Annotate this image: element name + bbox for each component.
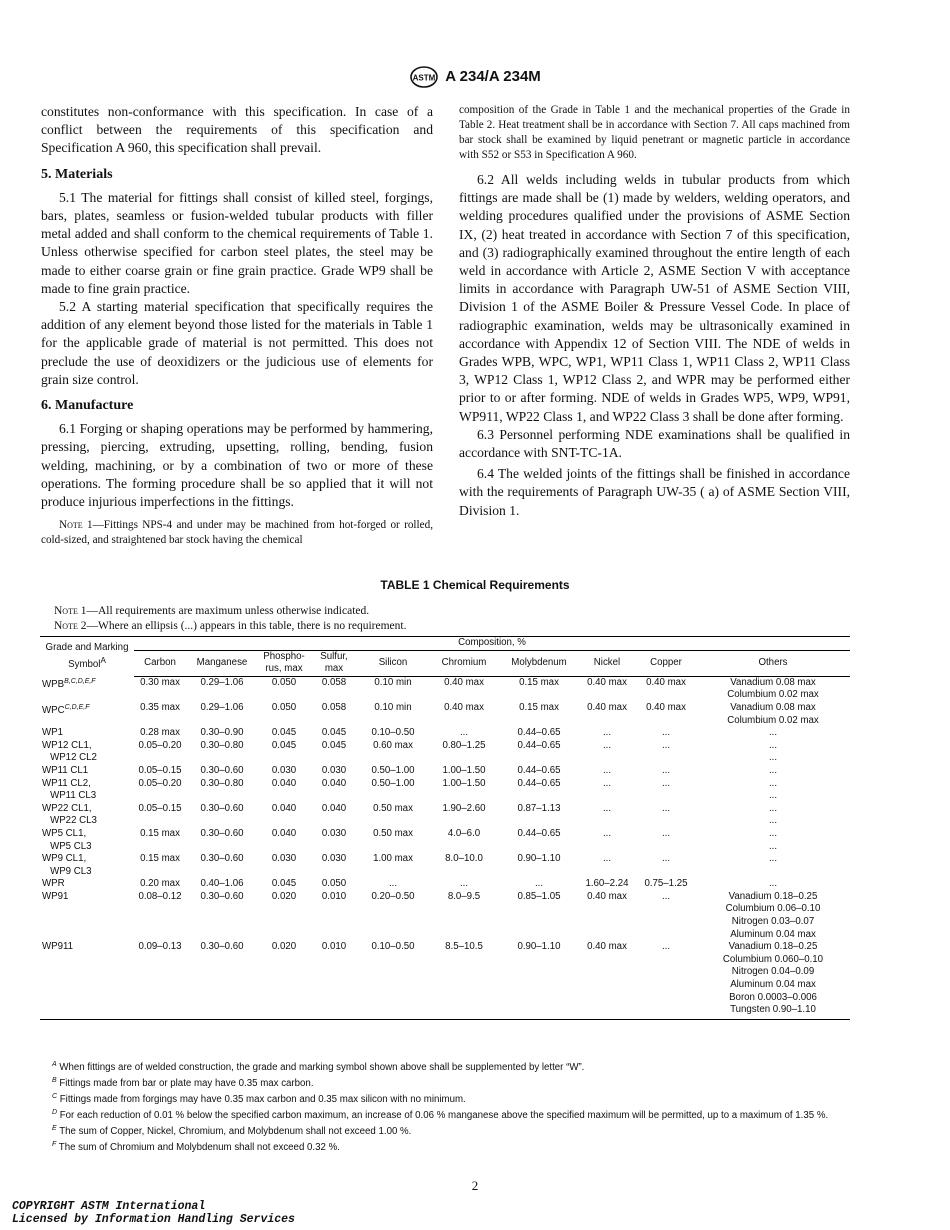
table-cell: ... <box>661 802 671 814</box>
table-cell: ... <box>661 764 671 776</box>
table-cell: 0.05–0.20 <box>138 777 182 789</box>
table-cell: 0.030 <box>321 853 347 865</box>
table-cell: ... <box>459 727 469 739</box>
table-cell: ... <box>661 777 671 789</box>
intro-paragraph: constitutes non-conformance with this specification. In case of a conflict between the requirements of this specification and Specification A 960, this specification shall prevail. <box>41 104 433 156</box>
section-6-heading: 6. Manufacture <box>41 398 134 414</box>
column-header: Manganese <box>186 650 258 676</box>
table-cell: 0.050 <box>271 701 297 713</box>
table-cell: 0.44–0.65 <box>517 739 561 751</box>
grade-header: Grade and Marking Symbol$^A$ <box>40 637 134 677</box>
table-cell: 1.00 max <box>373 853 413 865</box>
grade-cell: $WPB^{B,C,D,E,F}$ <box>42 678 96 691</box>
table-cell: ... <box>602 853 612 865</box>
table-cell: 8.0–10.0 <box>445 853 483 865</box>
table-cell: 0.40 max <box>587 701 627 713</box>
footnote: $^F$ The sum of Chromium and Molybdenum shall not exceed 0.32 %. <box>52 1141 340 1154</box>
table-notes <box>54 604 406 633</box>
table-cell: 0.040 <box>271 802 297 814</box>
table-cell: 0.058 <box>321 701 347 713</box>
table-cell: 0.10 min <box>374 701 412 713</box>
paragraph-6-3: 6.3 Personnel performing NDE examinations shall be qualified in accordance with SNT-TC-1A. <box>459 426 850 461</box>
table-cell: ... <box>459 878 469 890</box>
table-cell: 0.44–0.65 <box>517 827 561 839</box>
table-cell: Vanadium 0.18–0.25 Columbium 0.06–0.10 Nitrogen 0.03–0.07 Aluminum 0.04 max <box>725 890 821 940</box>
table-cell: 0.50–1.00 <box>371 764 415 776</box>
column-header: Chromium <box>428 650 500 676</box>
paragraph-6-2: 6.2 All welds including welds in tubular products from which fittings are made shall be (1) made by welders, welding operators, and welding procedures qualified under the provisions of ASME Section IX, (2) heat treated in accordance with Section 7 of this specification, and (3) radiographically examined throughout the entire length of each weld in accordance with Article 2, ASME Section V with acceptance limits in accordance with Paragraph UW-51 of ASME Section VIII, Division 1 of the ASME Boiler & Pressure Vessel Code. In place of radiographic examination, welds may be ultrasonically examined in accordance with Appendix 12 of Section VIII. The NDE of welds in Grades WPB, WPC, WP1, WP11 Class 1, WP11 Class 2, WP11 Class 3, WP12 Class 1, WP12 Class 2, and WPR may be performed either prior to or after forming. NDE of welds in Grades WP5, WP9, WP91, WP911, WP22 Class 1, and WP22 Class 3 shall be done after forming. <box>459 172 850 424</box>
footnote: $^B$ Fittings made from bar or plate may have 0.35 max carbon. <box>52 1077 314 1090</box>
grade-cell: WP91 <box>42 890 69 902</box>
column-header: Sulfur, max <box>310 650 358 676</box>
table-cell: 0.20 max <box>140 878 180 890</box>
table-cell: 0.75–1.25 <box>644 878 688 890</box>
table-cell: 0.40 max <box>587 676 627 688</box>
page-header <box>0 66 950 88</box>
table-cell: 0.35 max <box>140 701 180 713</box>
footnote: $^E$ The sum of Copper, Nickel, Chromium, and Molybdenum shall not exceed 1.00 %. <box>52 1125 412 1138</box>
table-cell: 0.30–0.60 <box>200 802 244 814</box>
table-cell: 0.10 min <box>374 676 412 688</box>
footnote: $^A$ When fittings are of welded construction, the grade and marking symbol shown above shall be supplemented by letter “W”. <box>52 1061 585 1074</box>
table-cell: 0.05–0.15 <box>138 802 182 814</box>
grade-cell: WP11 CL1 <box>42 764 89 776</box>
table-row <box>40 891 850 941</box>
table-cell: 0.40 max <box>444 701 484 713</box>
table-cell: ... <box>661 727 671 739</box>
table-row <box>40 727 850 740</box>
table-cell: 4.0–6.0 <box>447 827 481 839</box>
table-cell: 0.030 <box>321 827 347 839</box>
table-cell: 1.90–2.60 <box>442 802 486 814</box>
table-cell: 0.30–0.80 <box>200 777 244 789</box>
table-row <box>40 853 850 878</box>
table-cell: 0.020 <box>271 890 297 902</box>
table-cell: 0.85–1.05 <box>517 890 561 902</box>
footnote: $^C$ Fittings made from forgings may have 0.35 max carbon and 0.35 max silicon with no minimum. <box>52 1093 466 1106</box>
grade-cell: WP5 CL1, WP5 CL3 <box>42 827 92 852</box>
table-cell: 1.60–2.24 <box>585 878 629 890</box>
table-note-1: Note 1—All requirements are maximum unless otherwise indicated. <box>54 605 370 617</box>
table-cell: 0.15 max <box>519 676 559 688</box>
table-cell: ... <box>768 878 778 890</box>
table-cell: Vanadium 0.08 max Columbium 0.02 max <box>727 676 819 701</box>
svg-text:ASTM: ASTM <box>412 73 436 83</box>
table-cell: 0.040 <box>321 777 347 789</box>
table-row <box>40 740 850 765</box>
grade-cell: WP22 CL1, WP22 CL3 <box>42 802 97 827</box>
table-cell: 0.80–1.25 <box>442 739 486 751</box>
table-cell: ... <box>768 853 778 865</box>
table-cell: 0.010 <box>310 941 358 1019</box>
table-cell: ... <box>661 739 671 751</box>
table-cell: 0.40 max <box>444 676 484 688</box>
table-cell: ... <box>388 878 398 890</box>
copyright-line-2: Licensed by Information Handling Services <box>12 1213 295 1226</box>
footnote: $^D$ For each reduction of 0.01 % below the specified carbon maximum, an increase of 0.06 % manganese above the specified maximum will be permitted, up to a maximum of 1.35 %. <box>52 1109 829 1122</box>
table-cell: ... ... <box>768 777 778 802</box>
table-cell: 0.30–0.90 <box>200 727 244 739</box>
table-cell: 0.60 max <box>373 739 413 751</box>
table-row <box>40 778 850 803</box>
composition-header: Composition, % <box>134 637 850 651</box>
table-cell: 0.045 <box>271 739 297 751</box>
table-cell: ... <box>602 777 612 789</box>
paragraph-5-1: 5.1 The material for fittings shall consist of killed steel, forgings, bars, plates, seamless or fusion-welded tubular products with filler metal added and shall conform to the chemical requirements of Table 1. Unless otherwise specified for carbon steel plates, the steel may be made to either coarse grain or fine grain practice. Grade WP9 shall be made to fine grain practice. <box>41 189 433 296</box>
table-row <box>40 878 850 891</box>
table-cell: ... <box>661 853 671 865</box>
table-cell: 0.30–0.80 <box>200 739 244 751</box>
table-cell: 0.40 max <box>646 676 686 688</box>
table-cell: ... ... <box>768 802 778 827</box>
table-cell: 0.058 <box>321 676 347 688</box>
table-cell: 0.040 <box>271 777 297 789</box>
section-5-heading: 5. Materials <box>41 166 113 182</box>
table-cell: 0.90–1.10 <box>500 941 578 1019</box>
table-row <box>40 676 850 702</box>
page-number: 2 <box>471 1178 479 1193</box>
table-cell: 0.28 max <box>140 727 180 739</box>
table-cell: 1.00–1.50 <box>442 777 486 789</box>
table-cell: 8.5–10.5 <box>428 941 500 1019</box>
column-header: Carbon <box>134 650 186 676</box>
table-cell: Vanadium 0.18–0.25 Columbium 0.060–0.10 Nitrogen 0.04–0.09 Aluminum 0.04 max Boron 0.0003–0.006 Tungsten 0.90–1.10 <box>696 941 850 1019</box>
table-cell: 0.30–0.60 <box>200 827 244 839</box>
paragraph-6-1: 6.1 Forging or shaping operations may be performed by hammering, pressing, piercing, extruding, upsetting, rolling, bending, fusion welding, machining, or by a combination of two or more of these operations. The forming procedure shall be so applied that it will not produce injurious imperfections in the fittings. <box>41 421 433 510</box>
note-continuation: composition of the Grade in Table 1 and the mechanical properties of the Grade in Table 2. Heat treatment shall be in accordance with Section 7. All caps machined from bar stock shall be examined by liquid penetrant or magnetic particle in accordance with S52 or S53 in Specification A 960. <box>459 104 850 161</box>
table-footnotes <box>40 1059 850 1155</box>
table-cell: 0.08–0.12 <box>138 890 182 902</box>
column-header: Copper <box>636 650 696 676</box>
right-column <box>459 103 850 520</box>
table-cell: 0.90–1.10 <box>517 853 561 865</box>
table-cell: 0.10–0.50 <box>371 727 415 739</box>
table-cell: 0.15 max <box>519 701 559 713</box>
table-cell: 0.15 max <box>140 853 180 865</box>
table-cell: ... <box>636 941 696 1019</box>
table-row <box>40 803 850 828</box>
copyright-notice <box>12 1200 295 1226</box>
table-cell: 0.40 max <box>578 941 636 1019</box>
table-cell: 0.045 <box>321 727 347 739</box>
table-cell: ... <box>602 727 612 739</box>
table-cell: 0.30–0.60 <box>200 890 244 902</box>
table-cell: 0.30 max <box>140 676 180 688</box>
table-cell: 0.050 <box>321 878 347 890</box>
table-cell: 0.40 max <box>646 701 686 713</box>
table-cell: 0.50 max <box>373 827 413 839</box>
table-cell: 0.30–0.60 <box>200 853 244 865</box>
table-cell: 0.05–0.20 <box>138 739 182 751</box>
table-cell: ... <box>768 727 778 739</box>
designation: A 234/A 234M <box>445 67 541 85</box>
table-row <box>40 765 850 778</box>
table-cell: 0.29–1.06 <box>200 701 244 713</box>
table-cell: 0.030 <box>321 764 347 776</box>
grade-cell: $WPC^{C,D,E,F}$ <box>42 703 90 717</box>
table-cell: 0.30–0.60 <box>200 764 244 776</box>
table-cell: 0.040 <box>321 802 347 814</box>
left-column <box>41 103 433 548</box>
chemical-requirements-table <box>40 636 850 1020</box>
table-cell: 0.030 <box>271 764 297 776</box>
table-cell: 0.50 max <box>373 802 413 814</box>
table-cell: 0.20–0.50 <box>371 890 415 902</box>
column-header: Molybdenum <box>500 650 578 676</box>
table-note-2: Note 2—Where an ellipsis (...) appears in this table, there is no requirement. <box>54 619 407 632</box>
table-cell: 0.020 <box>258 941 310 1019</box>
grade-cell: WP9 CL1, WP9 CL3 <box>42 853 92 877</box>
table-cell: ... <box>602 827 612 839</box>
table-cell: 0.045 <box>271 878 297 890</box>
table-cell: Vanadium 0.08 max Columbium 0.02 max <box>727 701 819 726</box>
table-cell: ... <box>602 764 612 776</box>
column-header: Others <box>696 650 850 676</box>
table-cell: ... ... <box>768 827 778 852</box>
astm-logo-icon <box>409 66 439 88</box>
table-cell: ... <box>534 878 544 890</box>
column-header: Silicon <box>358 650 428 676</box>
table-cell: 0.050 <box>271 676 297 688</box>
paragraph-5-2: 5.2 A starting material specification that specifically requires the addition of any element beyond those listed for the materials in Table 1 for the applicable grade of material is not permitted. This does not preclude the use of deoxidizers or the judicious use of elements for grain size control. <box>41 299 433 387</box>
table-cell: 0.40 max <box>587 890 627 902</box>
table-cell: 0.045 <box>271 727 297 739</box>
table-cell: 0.09–0.13 <box>134 941 186 1019</box>
table-cell: 0.40–1.06 <box>200 878 244 890</box>
table-cell: 8.0–9.5 <box>447 890 481 902</box>
table-cell: 0.44–0.65 <box>517 777 561 789</box>
table-cell: ... <box>602 739 612 751</box>
table-cell: 0.040 <box>271 827 297 839</box>
table-cell: 0.30–0.60 <box>186 941 258 1019</box>
table-cell: ... <box>768 764 778 776</box>
grade-cell: WPR <box>42 878 65 890</box>
table-cell: 0.44–0.65 <box>517 764 561 776</box>
grade-cell: WP11 CL2, WP11 CL3 <box>42 777 97 802</box>
table-cell: 0.05–0.15 <box>138 764 182 776</box>
table-title: TABLE 1 Chemical Requirements <box>380 578 570 592</box>
table-row <box>40 702 850 727</box>
table-cell: 0.44–0.65 <box>517 727 561 739</box>
table-row <box>40 828 850 853</box>
table-row <box>40 941 850 1019</box>
table-cell: 1.00–1.50 <box>442 764 486 776</box>
column-header: Nickel <box>578 650 636 676</box>
paragraph-6-4: 6.4 The welded joints of the fittings shall be finished in accordance with the requirements of Paragraph UW-35 ( a) of ASME Section VIII, Division 1. <box>459 466 850 518</box>
table-cell: 0.030 <box>271 853 297 865</box>
copyright-line-1: COPYRIGHT ASTM International <box>12 1200 206 1213</box>
note-1: Note 1—Fittings NPS-4 and under may be machined from hot-forged or rolled, cold-sized, and straightened bar stock having the chemical <box>41 519 433 547</box>
table-cell: ... <box>661 827 671 839</box>
table-cell: 0.010 <box>321 890 347 902</box>
column-header: Phospho-rus, max <box>258 650 310 676</box>
table-cell: 0.29–1.06 <box>200 676 244 688</box>
grade-cell: WP1 <box>42 727 63 739</box>
table-cell: 0.045 <box>321 739 347 751</box>
grade-cell: WP911 <box>40 941 134 1019</box>
table-cell: ... <box>661 890 671 902</box>
table-cell: 0.10–0.50 <box>358 941 428 1019</box>
table-cell: ... <box>602 802 612 814</box>
table-cell: 0.15 max <box>140 827 180 839</box>
table-cell: 0.50–1.00 <box>371 777 415 789</box>
grade-cell: WP12 CL1, WP12 CL2 <box>42 739 97 764</box>
table-cell: ... ... <box>768 739 778 764</box>
table-cell: 0.87–1.13 <box>517 802 561 814</box>
